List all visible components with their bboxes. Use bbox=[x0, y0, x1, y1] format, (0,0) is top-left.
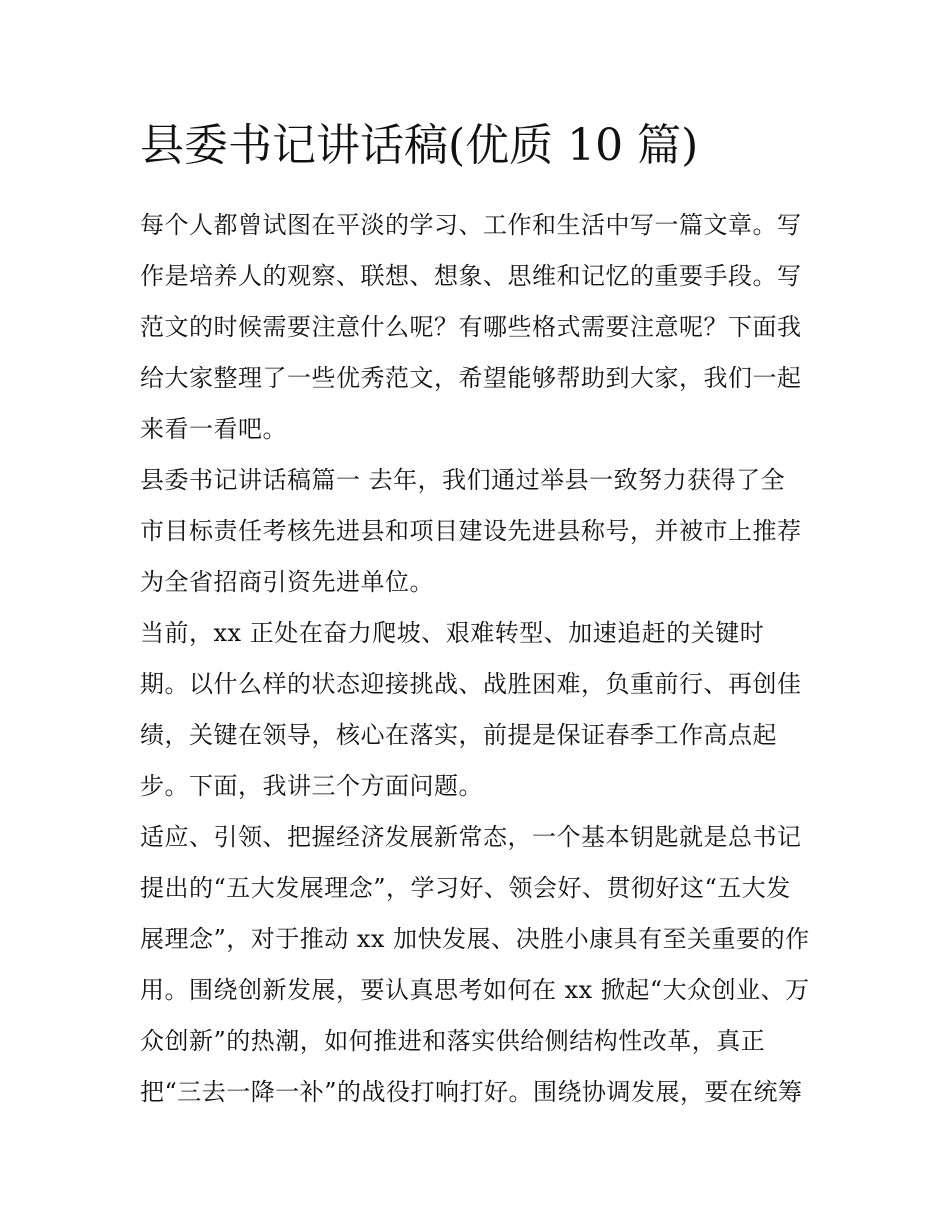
document-content bbox=[140, 112, 820, 1118]
text-line: 步。下面，我讲三个方面问题。 bbox=[140, 772, 483, 800]
text-line: 展理念”，对于推动 xx 加快发展、决胜小康具有至关重要的作 bbox=[140, 925, 810, 953]
text-line: 市目标责任考核先进县和项目建设先进县称号，并被市上推荐 bbox=[140, 517, 802, 545]
page-title: 县委书记讲话稿(优质 10 篇) bbox=[140, 120, 699, 171]
text-line: 适应、引领、把握经济发展新常态，一个基本钥匙就是总书记 bbox=[140, 823, 802, 851]
text-line: 期。以什么样的状态迎接挑战、战胜困难，负重前行、再创佳 bbox=[140, 670, 802, 698]
text-line: 当前，xx 正处在奋力爬坡、艰难转型、加速追赶的关键时 bbox=[140, 619, 765, 647]
text-line: 提出的“五大发展理念”，学习好、领会好、贯彻好这“五大发 bbox=[140, 874, 791, 902]
text-line: 用。围绕创新发展，要认真思考如何在 xx 掀起“大众创业、万 bbox=[140, 976, 810, 1004]
text-line: 把“三去一降一补”的战役打响打好。围绕协调发展，要在统筹 bbox=[140, 1078, 803, 1106]
text-line: 众创新”的热潮，如何推进和落实供给侧结构性改革，真正 bbox=[140, 1027, 766, 1055]
text-line: 每个人都曾试图在平淡的学习、工作和生活中写一篇文章。写 bbox=[140, 211, 802, 239]
document-body bbox=[140, 200, 820, 1118]
text-line: 来看一看吧。 bbox=[140, 415, 287, 443]
text-line: 县委书记讲话稿篇一 去年，我们通过举县一致努力获得了全 bbox=[140, 466, 786, 494]
text-line: 作是培养人的观察、联想、想象、思维和记忆的重要手段。写 bbox=[140, 262, 802, 290]
text-line: 给大家整理了一些优秀范文，希望能够帮助到大家，我们一起 bbox=[140, 364, 802, 392]
text-line: 为全省招商引资先进单位。 bbox=[140, 568, 434, 596]
text-line: 范文的时候需要注意什么呢？有哪些格式需要注意呢？下面我 bbox=[140, 313, 802, 341]
text-line: 绩，关键在领导，核心在落实，前提是保证春季工作高点起 bbox=[140, 721, 777, 749]
